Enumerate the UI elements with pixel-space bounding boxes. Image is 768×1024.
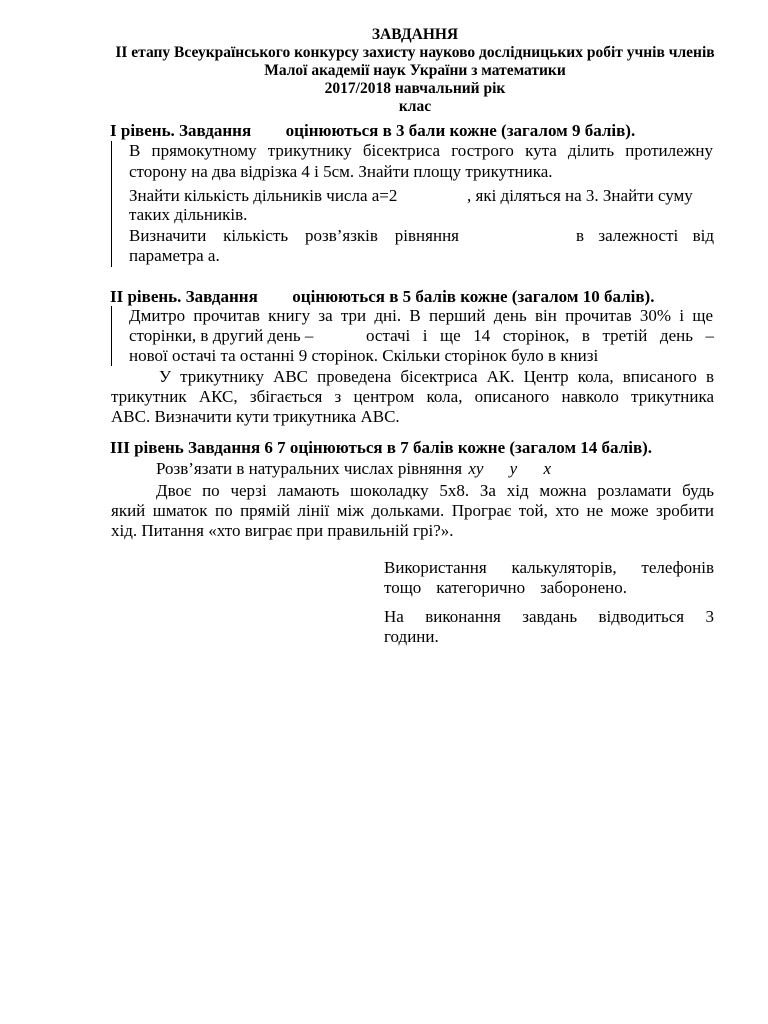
doc-grade: клас	[398, 98, 432, 115]
level2-left-border	[111, 306, 112, 366]
task1-line2: сторону на два відрізка 4 і 5см. Знайти площу трикутника.	[129, 162, 553, 181]
task3-line2: параметра а.	[129, 246, 220, 265]
task4-line1: Дмитро прочитав книгу за три дні. В перший день він прочитав 30% і ще	[129, 306, 713, 325]
level3-heading: ІІІ рівень Завдання 6 7 оцінюються в 7 балів кожне (загалом 14 балів).	[110, 438, 653, 457]
note1-line2: тощо категорично заборонено.	[384, 578, 627, 597]
task7-line1: Двоє по черзі ламають шоколадку 5х8. За хід можна розламати будь	[156, 481, 714, 500]
task4-line2a: сторінки, в другий день –	[129, 326, 314, 345]
task5-line1: У трикутнику АВС проведена бісектриса АК. Центр кола, вписаного в	[159, 367, 714, 386]
level1-heading-a: І рівень. Завдання	[110, 121, 252, 140]
level1-heading-b: оцінюються в 3 бали кожне (загалом 9 балів).	[285, 121, 636, 140]
task4-line3: нової остачі та останні 9 сторінок. Скільки сторінок було в книзі	[129, 346, 599, 365]
note1-line1: Використання калькуляторів, телефонів	[384, 558, 714, 577]
task1-line1: В прямокутному трикутнику бісектриса гострого кута ділить протилежну	[129, 141, 713, 160]
task6-line	[156, 459, 551, 479]
doc-year: 2017/2018 навчальний рік	[324, 80, 506, 97]
doc-subtitle-line2: Малої академії наук України з математики	[264, 62, 566, 79]
task2-line1a: Знайти кількість дільників числа а=2	[129, 186, 398, 205]
task3-line1a: Визначити кількість розв’язків рівняння	[129, 226, 459, 245]
task6-x: x	[543, 459, 552, 478]
note2-line2: години.	[384, 627, 439, 646]
task7-line2: який шматок по прямій лінії між дольками. Програє той, хто не може зробити	[111, 501, 714, 520]
level2-heading-a: ІІ рівень. Завдання	[110, 287, 258, 306]
doc-subtitle-line1: ІІ етапу Всеукраїнського конкурсу захисту науково дослідницьких робіт учнів членів	[115, 44, 715, 61]
task2-line2: таких дільників.	[129, 205, 248, 224]
task6-xy: xy	[468, 459, 484, 478]
task7-line3: хід. Питання «хто виграє при правильній грі?».	[111, 521, 454, 540]
task5-line2: трикутник АКС, збігається з центром кола, описаного навколо трикутника	[111, 387, 714, 406]
task3-line1b: в залежності від	[576, 226, 714, 245]
level2-heading-b: оцінюються в 5 балів кожне (загалом 10 балів).	[292, 287, 655, 306]
level2-heading	[110, 287, 654, 307]
task6-y: y	[509, 459, 518, 478]
task2-line1b: , які діляться на 3. Знайти суму	[467, 186, 693, 205]
level1-heading	[110, 121, 635, 141]
task4-line2b: остачі і ще 14 сторінок, в третій день –	[366, 326, 714, 345]
task6-text: Розв’язати в натуральних числах рівняння	[156, 459, 463, 478]
task5-line3: АВС. Визначити кути трикутника АВС.	[111, 407, 400, 426]
doc-title: ЗАВДАННЯ	[371, 26, 459, 43]
level1-left-border	[111, 141, 112, 267]
note2-line1: На виконання завдань відводиться 3	[384, 607, 714, 626]
